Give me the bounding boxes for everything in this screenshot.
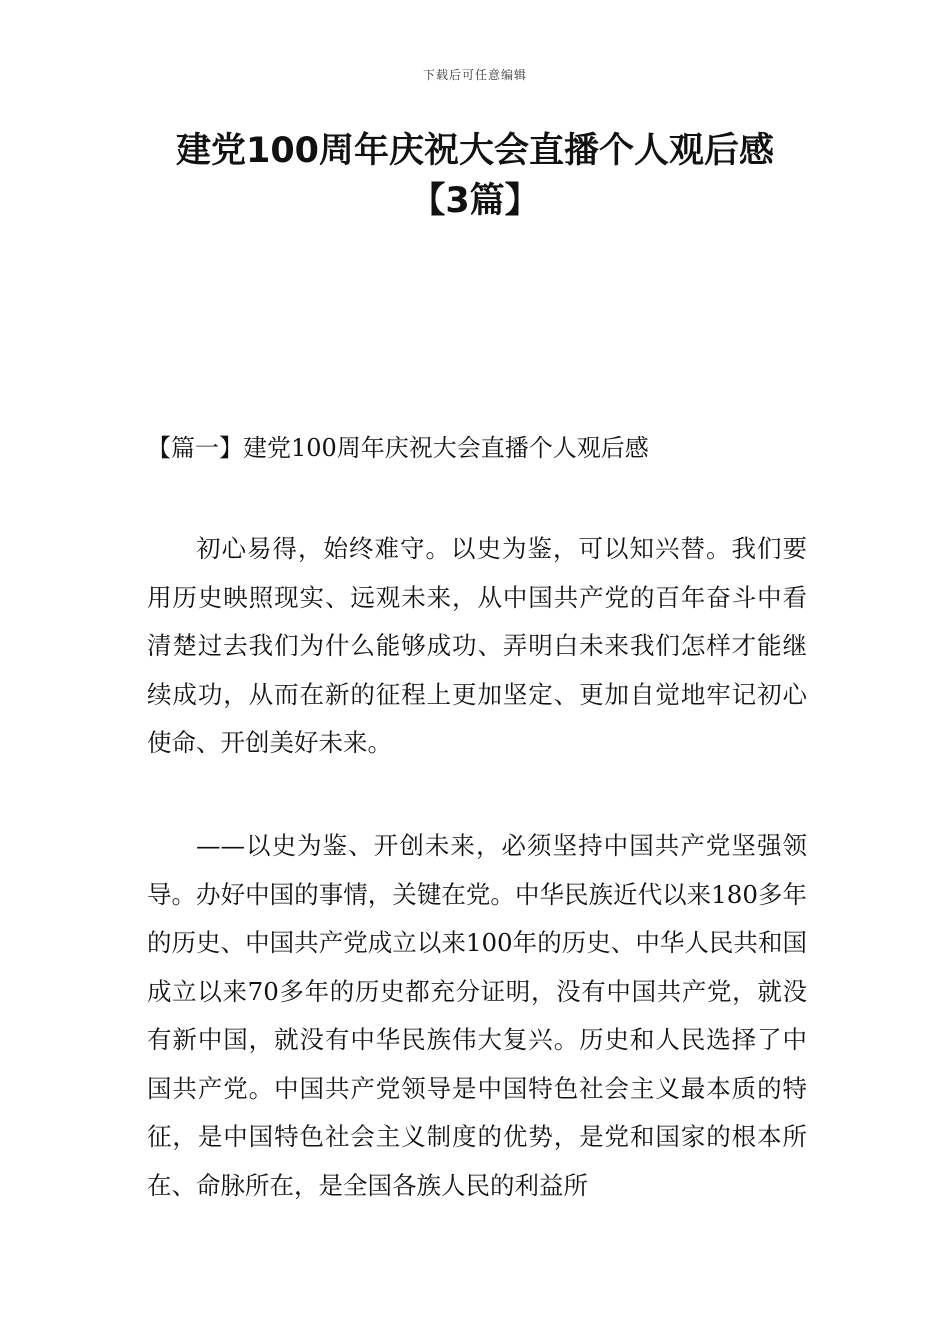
header-note: 下载后可任意编辑 <box>422 68 527 82</box>
section-heading: 【篇一】建党100周年庆祝大会直播个人观后感 <box>147 434 649 462</box>
body-paragraph: 初心易得，始终难守。以史为鉴，可以知兴替。我们要用历史映照现实、远观未来，从中国共产党的百年奋斗中看清楚过去我们为什么能够成功、弄明白未来我们怎样才能继续成功，从而在新的征程上更加坚定、更加自觉地牢记初心使命、开创美好未来。 <box>147 534 807 757</box>
page-title: 建党100周年庆祝大会直播个人观后感【3篇】 <box>175 131 775 221</box>
body-paragraph: ——以史为鉴、开创未来，必须坚持中国共产党坚强领导。办好中国的事情，关键在党。中华民族近代以来180多年的历史、中国共产党成立以来100年的历史、中华人民共和国成立以来70多年的历史都充分证明，没有中国共产党，就没有新中国，就没有中华民族伟大复兴。历史和人民选择了中国共产党。中国共产党领导是中国特色社会主义最本质的特征，是中国特色社会主义制度的优势，是党和国家的根本所在、命脉所在，是全国各族人民的利益所 <box>147 831 807 1200</box>
